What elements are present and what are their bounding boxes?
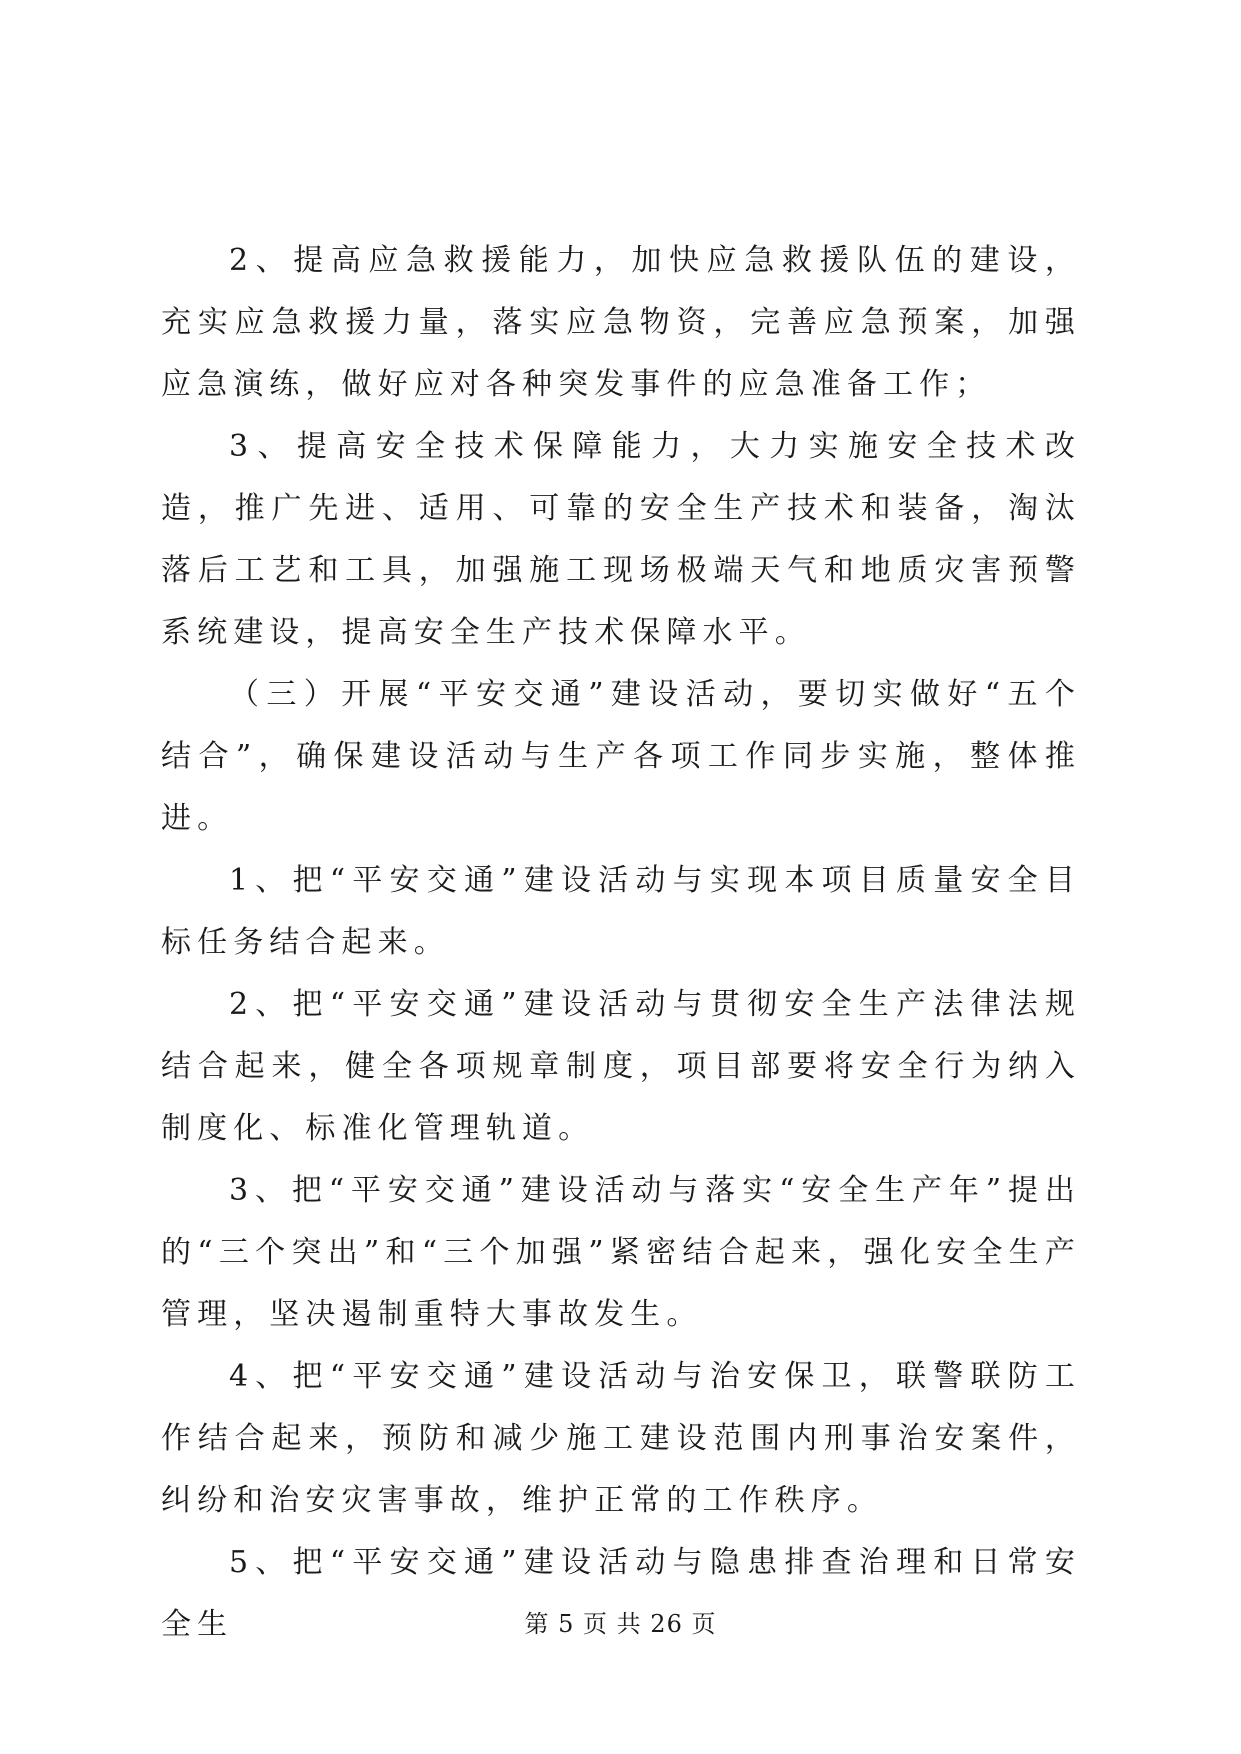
paragraph-combination-1: 1、把“平安交通”建设活动与实现本项目质量安全目标任务结合起来。 [161, 863, 1081, 960]
paragraph-safety-technology: 3、提高安全技术保障能力，大力实施安全技术改造，推广先进、适用、可靠的安全生产技术和装备，淘汰落后工艺和工具，加强施工现场极端天气和地质灾害预警系统建设，提高安全生产技术保障水平。 [161, 429, 1081, 650]
paragraph-combination-4: 4、把“平安交通”建设活动与治安保卫，联警联防工作结合起来，预防和减少施工建设范围内刑事治安案件，纠纷和治安灾害事故，维护正常的工作秩序。 [161, 1359, 1081, 1518]
paragraph-section-three-heading: （三）开展“平安交通”建设活动，要切实做好“五个结合”，确保建设活动与生产各项工作同步实施，整体推进。 [161, 677, 1081, 836]
page-number-footer: 第 5 页 共 26 页 [524, 1610, 717, 1638]
document-body [161, 230, 1081, 1656]
paragraph-combination-3: 3、把“平安交通”建设活动与落实“安全生产年”提出的“三个突出”和“三个加强”紧密结合起来，强化安全生产管理，坚决遏制重特大事故发生。 [161, 1173, 1081, 1332]
paragraph-combination-2: 2、把“平安交通”建设活动与贯彻安全生产法律法规结合起来，健全各项规章制度，项目部要将安全行为纳入制度化、标准化管理轨道。 [161, 987, 1081, 1146]
paragraph-combination-5: 5、把“平安交通”建设活动与隐患排查治理和日常安全生 [161, 1545, 1081, 1642]
paragraph-emergency-rescue: 2、提高应急救援能力，加快应急救援队伍的建设，充实应急救援力量，落实应急物资，完善应急预案，加强应急演练，做好应对各种突发事件的应急准备工作； [161, 243, 1081, 402]
